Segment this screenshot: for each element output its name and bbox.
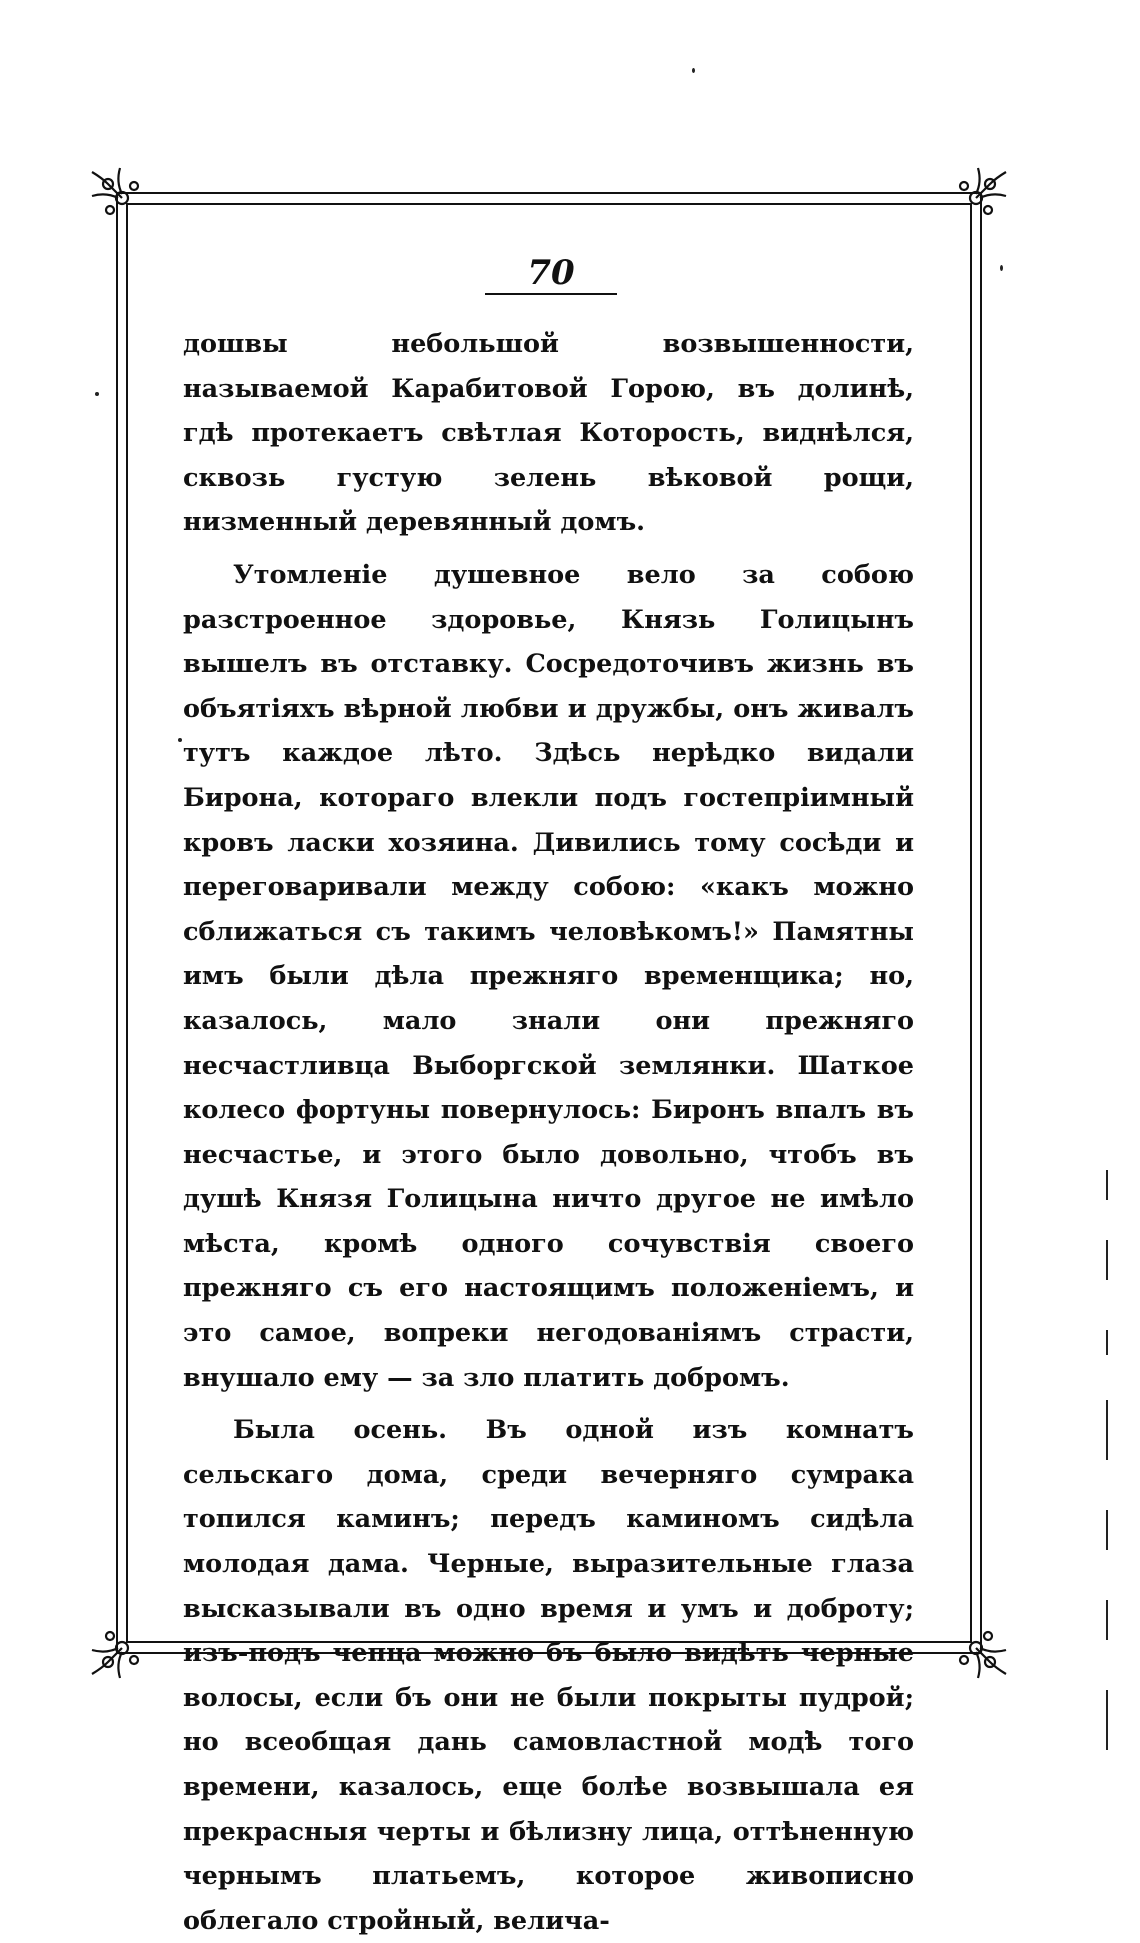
corner-ornament-bottom-right — [960, 1632, 1006, 1678]
page-number: 70 — [527, 253, 575, 293]
header-rule — [485, 293, 617, 295]
scan-speck — [95, 392, 99, 396]
scan-edge-marks — [1104, 1170, 1110, 1790]
paragraph-3: Была осень. Въ одной изъ комнатъ сельскаго дома, среди вечерняго сумрака топился каминъ; передъ каминомъ сидѣла молодая дама. Черные, выразительные глаза высказывали въ одно время и умъ и доброту; изъ-подъ чепца можно бъ было видѣть черные волосы, если бъ они не были покрыты пудрой; но всеобщая дань самовластной модѣ того времени, казалось, еще болѣе возвышала ея прекрасныя черты и бѣлизну лица, оттѣненную чернымъ платьемъ, которое живописно облегало стройный, велича- — [183, 1415, 914, 1936]
corner-ornament-top-left — [92, 168, 138, 214]
body-text — [183, 322, 914, 1943]
scan-speck — [692, 68, 695, 73]
page-header — [485, 255, 617, 295]
scan-speck — [1000, 265, 1003, 271]
corner-ornament-bottom-left — [92, 1632, 138, 1678]
scan-speck — [178, 738, 182, 742]
corner-ornament-top-right — [960, 168, 1006, 214]
paragraph-2: Утомленіе душевное вело за собою разстроенное здоровье, Князь Голицынъ вышелъ въ отставку. Сосредоточивъ жизнь въ объятіяхъ вѣрной любви и дружбы, онъ живалъ тутъ каждое лѣто. Здѣсь нерѣдко видали Бирона, котораго влекли подъ гостепріимный кровъ ласки хозяина. Дивились тому сосѣди и переговаривали между собою: «какъ можно сближаться съ такимъ человѣкомъ!» Памятны имъ были дѣла прежняго временщика; но, казалось, мало знали они прежняго несчастливца Выборгской землянки. Шаткое колесо фортуны повернулось: Биронъ впалъ въ несчастье, и этого было довольно, чтобъ въ душѣ Князя Голицына ничто другое не имѣло мѣста, кромѣ одного сочувствія своего прежняго съ его настоящимъ положеніемъ, и это самое, вопреки негодованіямъ страсти, внушало ему — за зло платить добромъ. — [183, 559, 914, 1393]
paragraph-1: дошвы небольшой возвышенности, называемой Карабитовой Горою, въ долинѣ, гдѣ протекаетъ свѣтлая Которость, виднѣлся, сквозь густую зелень вѣковой рощи, низменный деревянный домъ. — [183, 329, 914, 538]
